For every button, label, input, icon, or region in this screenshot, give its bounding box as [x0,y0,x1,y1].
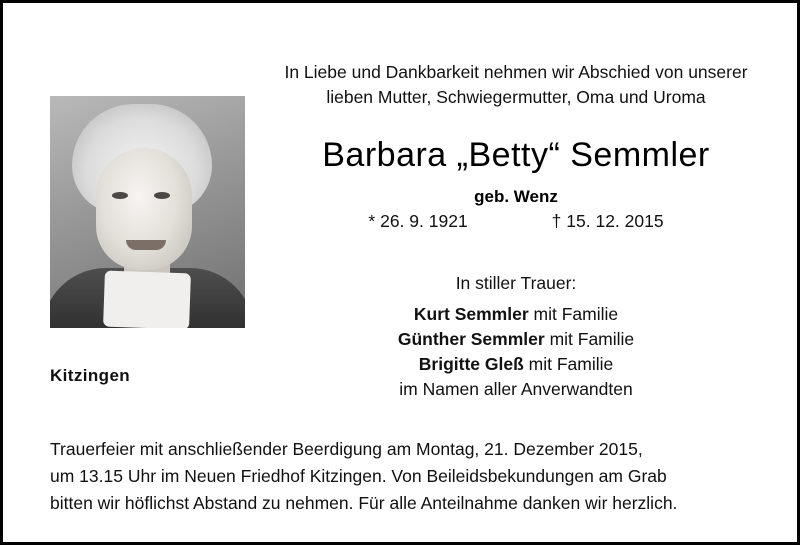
list-item [261,352,771,377]
funeral-line-1: Trauerfeier mit anschließender Beerdigung am Montag, 21. Dezember 2015, [50,439,643,459]
mourners-closing: im Namen aller Anverwandten [399,379,633,399]
funeral-details [50,436,750,517]
intro-text [261,60,771,110]
life-dates [261,211,771,232]
birth-date: * 26. 9. 1921 [368,211,468,231]
list-item [261,302,771,327]
mourners-list [261,302,771,402]
photo-mouth [126,240,166,250]
mourner-name: Günther Semmler [397,329,545,349]
photo-face [96,148,192,270]
mourning-header: In stiller Trauer: [455,273,577,293]
mourner-suffix: mit Familie [544,329,635,349]
photo-eye-right [154,192,170,199]
funeral-line-2: um 13.15 Uhr im Neuen Friedhof Kitzingen. Von Beileidsbekundungen am Grab [50,466,667,486]
intro-line-2: lieben Mutter, Schwiegermutter, Oma und Uroma [326,87,706,107]
mourner-suffix: mit Familie [523,354,614,374]
city-label: Kitzingen [50,366,131,385]
mourner-name: Kurt Semmler [413,304,529,324]
mourner-name: Brigitte Gleß [418,354,524,374]
deceased-name: Barbara „Betty“ Semmler [322,136,710,174]
mourner-suffix: mit Familie [528,304,619,324]
maiden-name: geb. Wenz [474,187,558,206]
death-date: † 15. 12. 2015 [551,211,664,231]
obituary-top-section [3,3,797,403]
intro-line-1: In Liebe und Dankbarkeit nehmen wir Abschied von unserer [284,62,748,82]
photo-collar [103,271,191,328]
photo-eye-left [112,192,128,199]
funeral-line-3: bitten wir höflichst Abstand zu nehmen. Für alle Anteilnahme danken wir herzlich. [50,493,678,513]
portrait-photo [50,96,245,328]
list-item [261,327,771,352]
